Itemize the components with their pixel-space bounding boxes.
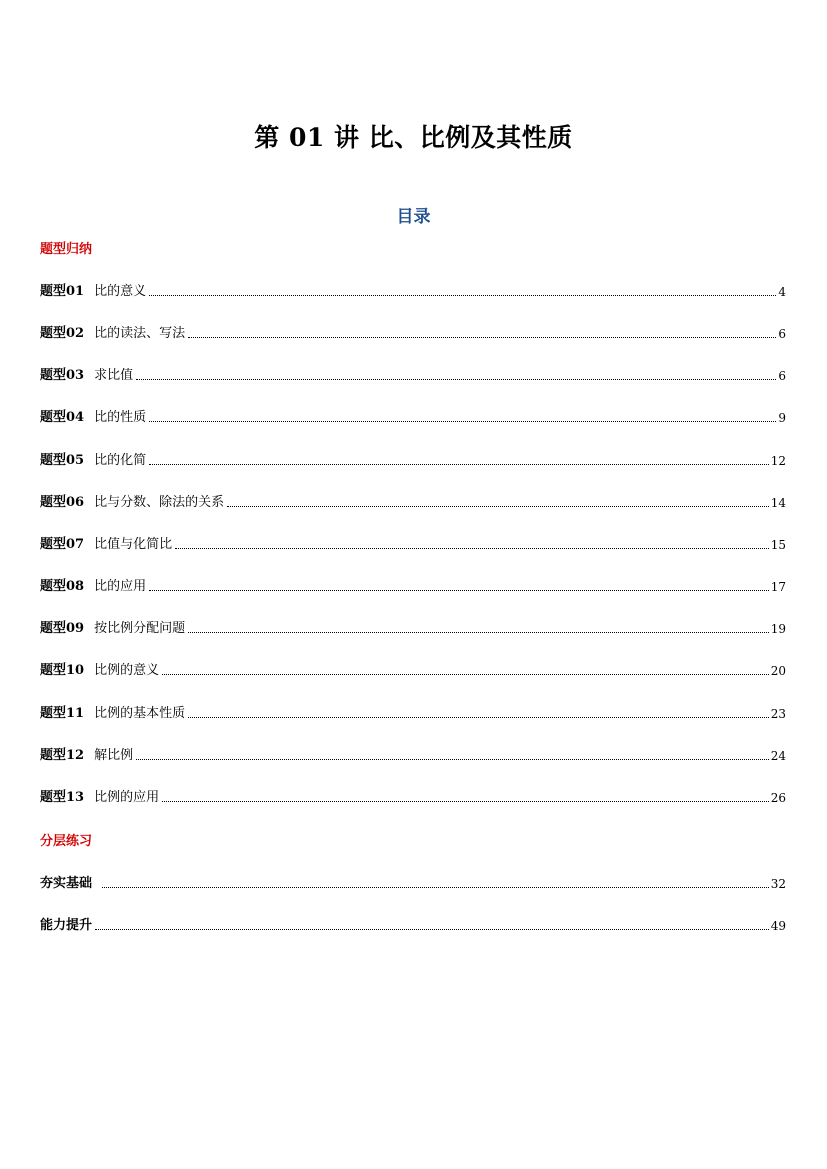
toc-entry-number: 11 <box>66 706 85 721</box>
toc-entry-label: 题型 <box>40 368 67 383</box>
toc-entry-number: 04 <box>66 410 85 425</box>
toc-entry-number: 07 <box>66 537 85 552</box>
toc-dot-leader <box>175 547 769 549</box>
toc-entry-number: 02 <box>66 326 85 341</box>
toc-entry-label: 题型 <box>40 284 67 299</box>
toc-entry-title: 比例的应用 <box>94 790 160 805</box>
toc-entry-label: 题型 <box>40 537 67 552</box>
toc-entry-title: 比的性质 <box>94 410 147 425</box>
toc-dot-leader <box>136 378 776 380</box>
toc-entry-number: 12 <box>66 748 85 763</box>
toc-entry-label: 题型 <box>40 663 67 678</box>
toc-entry-label: 题型 <box>40 621 67 636</box>
toc-entry-page: 49 <box>770 919 786 933</box>
toc-entry-page: 4 <box>778 285 786 299</box>
page-title: 第 01 讲 比、比例及其性质 <box>254 123 573 152</box>
toc-entry[interactable] <box>40 408 786 426</box>
toc-dot-leader <box>149 294 776 296</box>
toc-entry-title: 解比例 <box>94 748 134 763</box>
toc-dot-leader <box>149 420 776 422</box>
toc-entry-label: 题型 <box>40 748 67 763</box>
toc-entry[interactable] <box>40 366 786 384</box>
toc-entry-number: 05 <box>66 453 85 468</box>
toc-entry-title: 比的化简 <box>94 453 147 468</box>
toc-entry-number: 09 <box>66 621 85 636</box>
toc-entry-page: 20 <box>770 664 786 678</box>
toc-entry-title: 比与分数、除法的关系 <box>94 495 225 510</box>
toc-entry[interactable] <box>40 577 786 595</box>
toc-entry-title: 比例的意义 <box>94 663 160 678</box>
toc-entry-number: 06 <box>66 495 85 510</box>
toc-entry[interactable] <box>40 535 786 553</box>
toc-heading: 目录 <box>396 207 431 227</box>
toc-entry-page: 15 <box>770 538 786 552</box>
toc-entry[interactable] <box>40 704 786 722</box>
toc-dot-leader <box>95 928 769 930</box>
toc-dot-leader <box>188 336 776 338</box>
toc-entry-title: 求比值 <box>94 368 134 383</box>
toc-entry-page: 26 <box>770 791 786 805</box>
toc-entry-title: 比的读法、写法 <box>94 326 186 341</box>
toc-dot-leader <box>102 886 769 888</box>
toc-dot-leader <box>188 631 769 633</box>
toc-entry-number: 10 <box>66 663 85 678</box>
toc-entry-label: 题型 <box>40 706 67 721</box>
toc-entry-title: 比例的基本性质 <box>94 706 186 721</box>
toc-entry-title: 能力提升 <box>40 918 93 933</box>
toc-entry-page: 6 <box>778 369 786 383</box>
toc-entry-label: 题型 <box>40 790 67 805</box>
toc-dot-leader <box>188 716 769 718</box>
toc-entry-label: 题型 <box>40 495 67 510</box>
toc-dot-leader <box>149 463 769 465</box>
toc-dot-leader <box>227 505 769 507</box>
toc-entry-page: 14 <box>770 496 786 510</box>
toc-entry[interactable] <box>40 788 786 806</box>
toc-entry-label: 题型 <box>40 410 67 425</box>
toc-entry-page: 12 <box>770 454 786 468</box>
toc-entry[interactable] <box>40 874 786 892</box>
toc-entry-label: 题型 <box>40 453 67 468</box>
toc-entry[interactable] <box>40 661 786 679</box>
toc-entry-title: 比的意义 <box>94 284 147 299</box>
toc-dot-leader <box>162 673 769 675</box>
toc-entry-page: 6 <box>778 327 786 341</box>
toc-entry-title: 夯实基础 <box>40 876 93 891</box>
toc-dot-leader <box>162 800 769 802</box>
toc-entry-page: 32 <box>770 877 786 891</box>
toc-entry-page: 9 <box>778 411 786 425</box>
toc-entry-page: 23 <box>770 707 786 721</box>
toc-entry[interactable] <box>40 746 786 764</box>
toc-entry[interactable] <box>40 916 786 934</box>
toc-entry-title: 按比例分配问题 <box>94 621 186 636</box>
toc-entry-label: 题型 <box>40 579 67 594</box>
toc-entry[interactable] <box>40 282 786 300</box>
toc-entry-number: 01 <box>66 284 85 299</box>
toc-dot-leader <box>149 589 769 591</box>
toc-entry[interactable] <box>40 619 786 637</box>
toc-entry[interactable] <box>40 451 786 469</box>
toc-entry-page: 17 <box>770 580 786 594</box>
toc-entry-title: 比的应用 <box>94 579 147 594</box>
toc-entry-page: 24 <box>770 749 786 763</box>
toc-entry-number: 08 <box>66 579 85 594</box>
toc-entry-page: 19 <box>770 622 786 636</box>
toc-dot-leader <box>136 758 769 760</box>
toc-entry-label: 题型 <box>40 326 67 341</box>
toc-entry-number: 13 <box>66 790 85 805</box>
toc-entry[interactable] <box>40 324 786 342</box>
toc-entry[interactable] <box>40 493 786 511</box>
section-heading-layered-practice: 分层练习 <box>40 834 93 849</box>
toc-entry-title: 比值与化简比 <box>94 537 173 552</box>
section-heading-question-types: 题型归纳 <box>40 242 93 257</box>
toc-entry-number: 03 <box>66 368 85 383</box>
